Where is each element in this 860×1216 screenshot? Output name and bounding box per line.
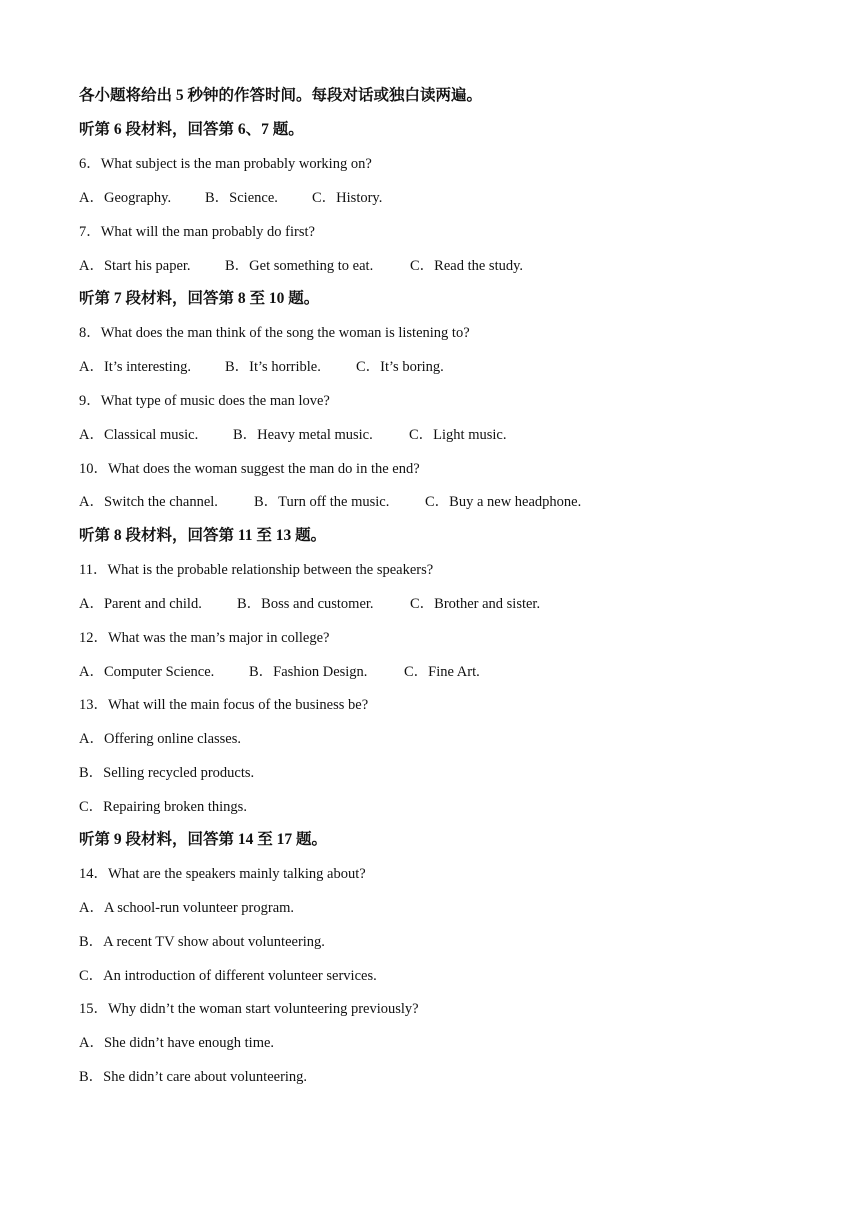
option-a: A．It’s interesting. [79, 359, 191, 375]
option-b: B．A recent TV show about volunteering. [79, 934, 325, 950]
instructions-text: 各小题将给出 5 秒钟的作答时间。每段对话或独白读两遍。 [79, 87, 483, 104]
question-stem: 9．What type of music does the man love? [79, 393, 330, 409]
question-stem: 14．What are the speakers mainly talking about? [79, 866, 366, 882]
option-row [79, 425, 506, 445]
option-c: C．Light music. [409, 427, 507, 443]
question-stem: 13．What will the main focus of the business be? [79, 697, 369, 713]
option-a: A．Computer Science. [79, 664, 215, 680]
option-b: B．Selling recycled products. [79, 765, 255, 781]
question-stem: 7．What will the man probably do first? [79, 224, 315, 240]
option-c: C．Brother and sister. [410, 596, 541, 612]
option-c: C．An introduction of different volunteer services. [79, 968, 377, 984]
option-b: B．Fashion Design. [249, 664, 368, 680]
option-a: A．Parent and child. [79, 596, 202, 612]
option-a: A．Classical music. [79, 427, 199, 443]
question-stem: 12．What was the man’s major in college? [79, 630, 330, 646]
section-heading: 听第 8 段材料，回答第 11 至 13 题。 [79, 527, 327, 544]
option-c: C．History. [312, 190, 383, 206]
section-heading: 听第 9 段材料，回答第 14 至 17 题。 [79, 831, 328, 848]
option-b: B．Get something to eat. [225, 258, 374, 274]
option-c: C．Read the study. [410, 258, 524, 274]
question-stem: 8．What does the man think of the song the woman is listening to? [79, 325, 470, 341]
option-a: A．Switch the channel. [79, 494, 218, 510]
option-b: B．Turn off the music. [254, 494, 390, 510]
option-a: A．Offering online classes. [79, 731, 242, 747]
option-b: B．She didn’t care about volunteering. [79, 1069, 308, 1085]
option-c: C．It’s boring. [356, 359, 444, 375]
option-b: B．Science. [205, 190, 278, 206]
option-row [79, 662, 480, 682]
option-row [79, 594, 540, 614]
question-stem: 11．What is the probable relationship between the speakers? [79, 562, 434, 578]
question-stem: 15．Why didn’t the woman start volunteering previously? [79, 1001, 419, 1017]
option-row [79, 492, 581, 512]
option-c: C．Buy a new headphone. [425, 494, 582, 510]
question-stem: 10．What does the woman suggest the man do in the end? [79, 461, 420, 477]
option-c: C．Repairing broken things. [79, 799, 247, 815]
question-stem: 6．What subject is the man probably working on? [79, 156, 372, 172]
option-c: C．Fine Art. [404, 664, 480, 680]
option-row [79, 188, 382, 208]
option-b: B．Heavy metal music. [233, 427, 373, 443]
section-heading: 听第 7 段材料，回答第 8 至 10 题。 [79, 290, 320, 307]
option-a: A．Start his paper. [79, 258, 191, 274]
option-b: B．It’s horrible. [225, 359, 321, 375]
option-a: A．Geography. [79, 190, 172, 206]
section-heading: 听第 6 段材料，回答第 6、7 题。 [79, 121, 304, 138]
option-row [79, 256, 523, 276]
option-row [79, 357, 444, 377]
option-a: A．A school-run volunteer program. [79, 900, 295, 916]
option-b: B．Boss and customer. [237, 596, 374, 612]
option-a: A．She didn’t have enough time. [79, 1035, 275, 1051]
